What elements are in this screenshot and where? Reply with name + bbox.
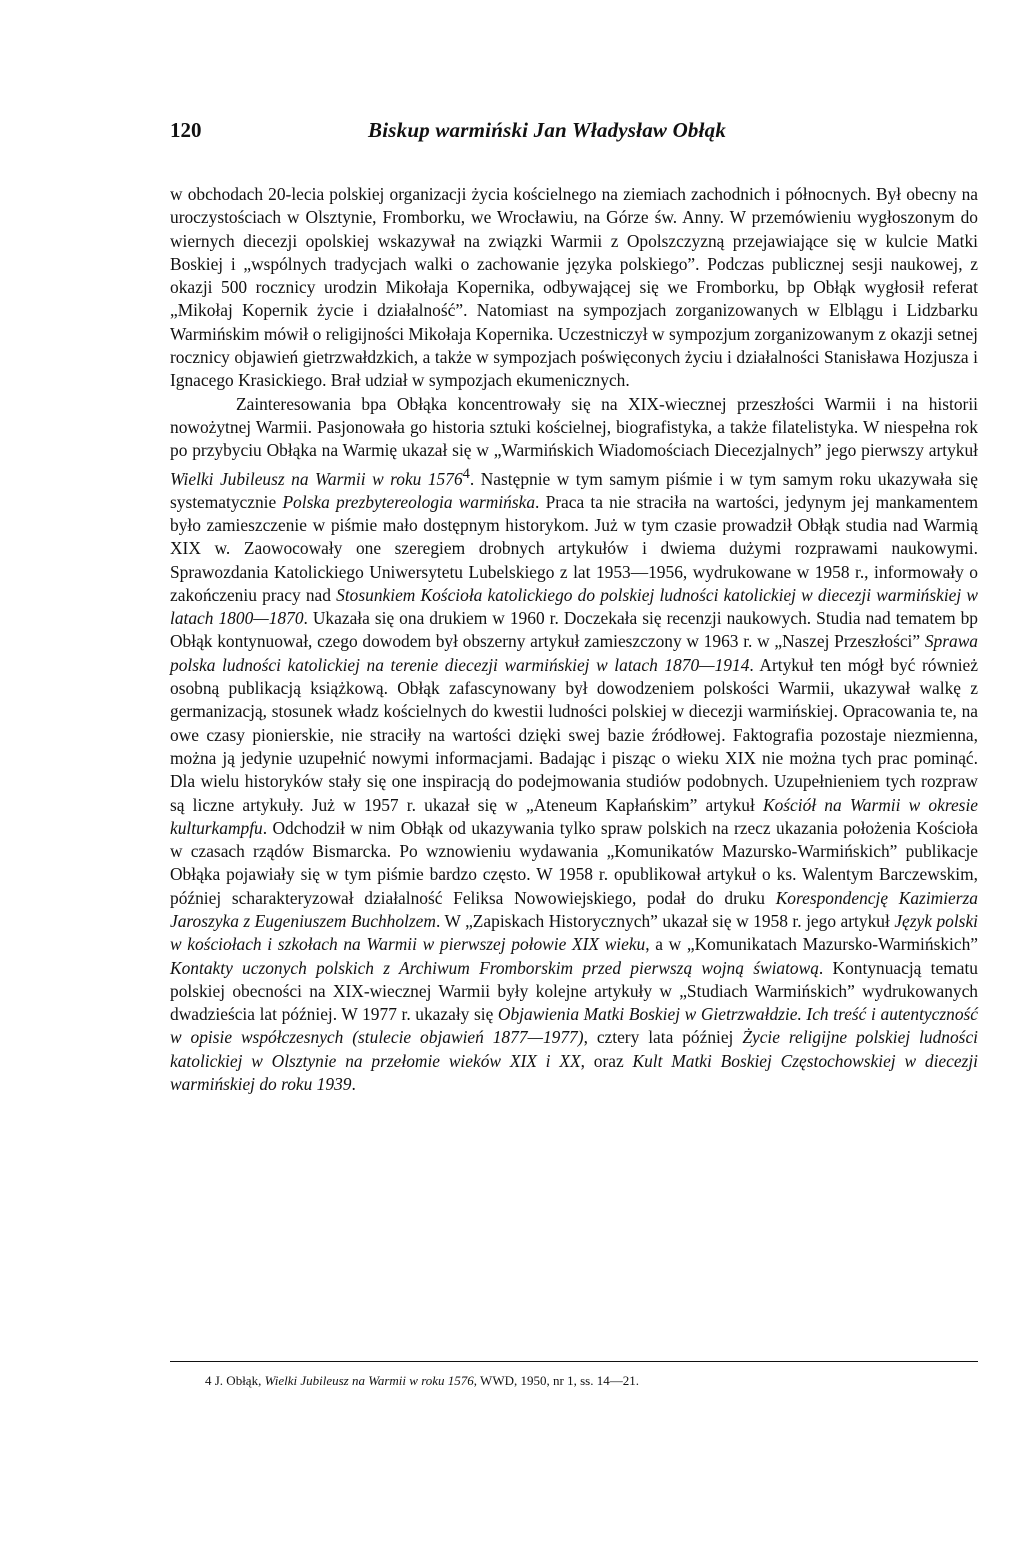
body-text [170,183,978,1096]
page-header [170,118,978,148]
text-run: . Artykuł ten mógł być również osobną publikacją książkową. Obłąk zafascynowany był dowodzeniem polskości Warmii, ukazywał walkę z germanizacją, stosunek władz kościelnych do kwestii ludności polskiej w diecezji warmińskiej. Opracowania te, na owe czasy pionierskie, nie straciły na wartości dzięki swej bazie źródłowej. Faktografia pozostaje niezmienna, można ją jedynie uzupełnić nowymi informacjami. Badając i pisząc o wieku XIX nie można tych prac pominąć. Dla wielu historyków stały się one inspiracją do podejmowania studiów podobnych. Uzupełnieniem tych rozpraw są liczne artykuły. Już w 1957 r. ukazał się w „Ateneum Kapłańskim” artykuł [170,654,978,815]
footnote-divider [170,1361,978,1362]
italic-title: Objawienia Matki Boskiej w Gietrzwałdzie. Ich treść i autentyczność w opisie współczesnych (stulecie objawień 1877—1977) [170,1004,978,1048]
page-number: 120 [170,118,202,142]
text-run: . [351,1074,356,1095]
italic-title: Kontakty uczonych polskich z Archiwum Fromborskim przed pierwszą wojną światową [170,957,819,978]
italic-title: Wielki Jubileusz na Warmii w roku 1576 [264,1373,474,1388]
running-title: Biskup warmiński Jan Władysław Obłąk [368,118,727,142]
paragraph-2 [170,393,978,1097]
text-run: w obchodach 20-lecia polskiej organizacji życia kościelnego na ziemiach zachodnich i północnych. Był obecny na uroczystościach w Olsztynie, Fromborku, we Wrocławiu, na Górze św. Anny. W przemówieniu wygłoszonym do wiernych diecezji opolskiej wskazywał na związki Warmii z Opolszczyzną przejawiające się w kulcie Matki Boskiej i „wspólnych tradycjach walki o zachowanie języka polskiego”. Podczas publicznej sesji naukowej, z okazji 500 rocznicy urodzin Mikołaja Kopernika, odbywającej się we Fromborku, bp Obłąk wygłosił referat „Mikołaj Kopernik życie i działalność”. Natomiast na sympozjach zorganizowanych w Elblągu i Lidzbarku Warmińskim mówił o religijności Mikołaja Kopernika. Uczestniczył w sympozjum zorganizowanym z okazji setnej rocznicy objawień gietrzwałdzkich, a także w sympozjach poświęconych życiu i działalności Stanisława Hozjusza i Ignacego Krasickiego. Brał udział w sympozjach ekumenicznych. [170,184,978,391]
footnote-reference: 4 [462,465,470,482]
text-run: . Następnie w tym samym piśmie i w tym samym roku ukazywała się systematycznie [170,468,978,512]
text-run: , oraz [580,1050,633,1071]
text-run: . Praca ta nie straciła na wartości, jedynym jej mankamentem było zamieszczenie w piśmie mało dostępnym historykom. Już w tym czasie prowadził Obłąk studia nad Warmią XIX w. Zaowocowały one szeregiem drobnych artykułów i dwiema dużymi rozprawami naukowymi. Sprawozdania Katolickiego Uniwersytetu Lubelskiego z lat 1953—1956, wydrukowane w 1958 r., informowały o zakończeniu pracy nad [170,491,978,605]
text-run: . Odchodził w nim Obłąk od ukazywania tylko spraw polskich na rzecz ukazania położenia Kościoła w czasach rządów Bismarcka. Po wznowieniu wydawania „Komunikatów Mazursko-Warmińskich” publikacje Obłąka pojawiały się w tym piśmie bardzo często. W 1958 r. opublikował artykuł o ks. Walentym Barczewskim, później scharakteryzował działalność Feliksa Nowowiejskiego, podał do druku [170,817,978,908]
text-run: 4 J. Obłąk, [205,1373,265,1388]
text-run: . W „Zapiskach Historycznych” ukazał się w 1958 r. jego artykuł [435,911,895,931]
text-run: . Kontynuacją tematu polskiej obecności na XIX-wiecznej Warmii były kolejne artykuły w „Studiach Warmińskich” wydrukowanych dwadzieścia lat później. W 1977 r. ukazały się [170,957,978,1025]
italic-title: Życie religijne polskiej ludności katolickiej w Olsztynie na przełomie wieków XIX i XX [170,1027,978,1071]
italic-title: Wielki Jubileusz na Warmii w roku 1576 [170,468,463,489]
text-run: Zainteresowania bpa Obłąka koncentrowały się na XIX-wiecznej przeszłości Warmii i na historii nowożytnej Warmii. Pasjonowała go historia sztuki kościelnej, biografistyka, a także filatelistyka. W niespełna rok po przybyciu Obłąka na Warmię ukazał się w „Warmińskich Wiadomościach Diecezjalnych” jego pierwszy artykuł [170,393,978,461]
italic-title: Polska prezbytereologia warmińska [282,491,536,512]
italic-title: Kościół na Warmii w okresie kulturkampfu [170,794,978,838]
text-run: . Ukazała się ona drukiem w 1960 r. Doczekała się recenzji naukowych. Studia nad tematem bp Obłąk kontynuował, czego dowodem był obszerny artykuł zamieszczony w 1963 r. w „Naszej Przeszłości” [170,608,978,652]
text-run: , a w „Komunikatach Mazursko-Warmińskich” [645,934,978,955]
italic-title: Sprawa polska ludności katolickiej na terenie diecezji warmińskiej w latach 1870—1914 [170,631,978,675]
italic-title: Korespondencję Kazimierza Jaroszyka z Eugeniuszem Buchholzem [170,887,978,931]
text-run: , WWD, 1950, nr 1, ss. 14—21. [473,1373,639,1388]
italic-title: Kult Matki Boskiej Częstochowskiej w diecezji warmińskiej do roku 1939 [170,1050,978,1095]
italic-title: Stosunkiem Kościoła katolickiego do polskiej ludności katolickiej w diecezji warmińskiej w latach 1800—1870 [170,584,978,629]
italic-title: Język polski w kościołach i szkołach na Warmii w pierwszej połowie XIX wieku [170,911,978,955]
paragraph-1 [170,183,978,393]
footnote-4 [205,1372,978,1390]
text-run: , cztery lata później [583,1027,743,1048]
